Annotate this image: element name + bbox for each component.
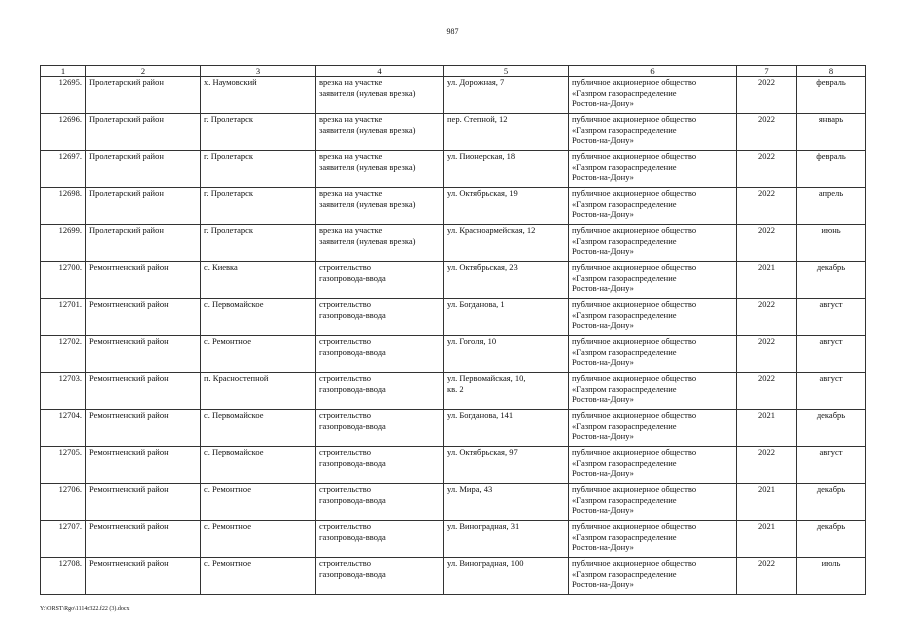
- locality-cell: г. Пролетарск: [201, 225, 316, 262]
- organization-cell: [569, 225, 737, 262]
- organization-cell-line: Ростов-на-Дону»: [572, 246, 634, 256]
- work-type-cell-line: врезка на участке: [319, 114, 383, 124]
- table-row: [41, 336, 866, 373]
- address-cell-line: ул. Красноармейская, 12: [447, 225, 536, 235]
- row-number: 12703.: [41, 373, 86, 410]
- month-cell: январь: [797, 114, 866, 151]
- year-cell: 2022: [737, 336, 797, 373]
- district-cell: Ремонтненский район: [86, 262, 201, 299]
- address-cell: [444, 299, 569, 336]
- table-row: [41, 262, 866, 299]
- work-type-cell-line: заявителя (нулевая врезка): [319, 124, 416, 135]
- month-cell: февраль: [797, 77, 866, 114]
- month-cell: апрель: [797, 188, 866, 225]
- year-cell: 2022: [737, 299, 797, 336]
- locality-cell: с. Ремонтное: [201, 336, 316, 373]
- work-type-cell-line: газопровода-ввода: [319, 420, 386, 431]
- address-cell-line: ул. Первомайская, 10,: [447, 373, 526, 383]
- column-number-1: 1: [41, 66, 86, 77]
- year-cell: 2022: [737, 447, 797, 484]
- table-row: [41, 447, 866, 484]
- organization-cell: [569, 114, 737, 151]
- work-type-cell: [316, 262, 444, 299]
- work-type-cell-line: врезка на участке: [319, 225, 383, 235]
- locality-cell: с. Киевка: [201, 262, 316, 299]
- year-cell: 2022: [737, 77, 797, 114]
- organization-cell: [569, 262, 737, 299]
- address-cell-line: ул. Богданова, 1: [447, 299, 505, 309]
- address-cell: [444, 484, 569, 521]
- row-number: 12697.: [41, 151, 86, 188]
- row-number: 12696.: [41, 114, 86, 151]
- organization-cell-line: публичное акционерное общество: [572, 77, 697, 87]
- district-cell: Ремонтненский район: [86, 373, 201, 410]
- column-number-3: 3: [201, 66, 316, 77]
- district-cell: Ремонтненский район: [86, 299, 201, 336]
- organization-cell-line: «Газпром газораспределение: [572, 235, 677, 246]
- year-cell: 2021: [737, 521, 797, 558]
- organization-cell-line: Ростов-на-Дону»: [572, 98, 634, 108]
- work-type-cell: [316, 336, 444, 373]
- work-type-cell-line: врезка на участке: [319, 77, 383, 87]
- row-number: 12708.: [41, 558, 86, 595]
- page-number: 987: [446, 27, 459, 36]
- work-type-cell: [316, 114, 444, 151]
- row-number: 12702.: [41, 336, 86, 373]
- table-row: [41, 77, 866, 114]
- work-type-cell-line: строительство: [319, 262, 371, 272]
- organization-cell-line: «Газпром газораспределение: [572, 198, 677, 209]
- work-type-cell-line: строительство: [319, 484, 371, 494]
- organization-cell: [569, 188, 737, 225]
- address-cell: [444, 410, 569, 447]
- address-cell: [444, 447, 569, 484]
- organization-cell: [569, 484, 737, 521]
- locality-cell: с. Ремонтное: [201, 558, 316, 595]
- month-cell: август: [797, 373, 866, 410]
- organization-cell-line: публичное акционерное общество: [572, 188, 697, 198]
- address-cell-line: ул. Дорожная, 7: [447, 77, 505, 87]
- organization-cell-line: «Газпром газораспределение: [572, 420, 677, 431]
- address-cell-line: пер. Степной, 12: [447, 114, 508, 124]
- work-type-cell: [316, 188, 444, 225]
- district-cell: Пролетарский район: [86, 77, 201, 114]
- district-cell: Пролетарский район: [86, 114, 201, 151]
- work-type-cell: [316, 151, 444, 188]
- address-cell: [444, 188, 569, 225]
- table-row: [41, 410, 866, 447]
- year-cell: 2021: [737, 262, 797, 299]
- organization-cell-line: публичное акционерное общество: [572, 521, 697, 531]
- organization-cell-line: публичное акционерное общество: [572, 410, 697, 420]
- address-cell-line: ул. Октябрьская, 19: [447, 188, 518, 198]
- month-cell: июль: [797, 558, 866, 595]
- locality-cell: с. Первомайское: [201, 299, 316, 336]
- month-cell: декабрь: [797, 521, 866, 558]
- organization-cell-line: публичное акционерное общество: [572, 336, 697, 346]
- column-number-4: 4: [316, 66, 444, 77]
- organization-cell-line: «Газпром газораспределение: [572, 346, 677, 357]
- organization-cell-line: «Газпром газораспределение: [572, 309, 677, 320]
- organization-cell-line: «Газпром газораспределение: [572, 494, 677, 505]
- organization-cell-line: Ростов-на-Дону»: [572, 431, 634, 441]
- month-cell: июнь: [797, 225, 866, 262]
- row-number: 12695.: [41, 77, 86, 114]
- organization-cell-line: публичное акционерное общество: [572, 151, 697, 161]
- month-cell: декабрь: [797, 484, 866, 521]
- year-cell: 2022: [737, 114, 797, 151]
- address-cell: [444, 114, 569, 151]
- district-cell: Ремонтненский район: [86, 447, 201, 484]
- locality-cell: г. Пролетарск: [201, 114, 316, 151]
- work-type-cell: [316, 521, 444, 558]
- work-type-cell-line: врезка на участке: [319, 188, 383, 198]
- work-type-cell-line: газопровода-ввода: [319, 272, 386, 283]
- organization-cell: [569, 410, 737, 447]
- table-row: [41, 521, 866, 558]
- organization-cell-line: публичное акционерное общество: [572, 262, 697, 272]
- organization-cell: [569, 336, 737, 373]
- work-type-cell: [316, 410, 444, 447]
- locality-cell: г. Пролетарск: [201, 188, 316, 225]
- year-cell: 2022: [737, 188, 797, 225]
- organization-cell: [569, 558, 737, 595]
- work-type-cell-line: газопровода-ввода: [319, 494, 386, 505]
- work-type-cell-line: заявителя (нулевая врезка): [319, 235, 416, 246]
- organization-cell-line: «Газпром газораспределение: [572, 87, 677, 98]
- organization-cell: [569, 447, 737, 484]
- address-cell: [444, 521, 569, 558]
- locality-cell: с. Ремонтное: [201, 521, 316, 558]
- organization-cell-line: «Газпром газораспределение: [572, 124, 677, 135]
- organization-cell-line: Ростов-на-Дону»: [572, 542, 634, 552]
- year-cell: 2021: [737, 484, 797, 521]
- address-cell-line: ул. Богданова, 141: [447, 410, 514, 420]
- work-type-cell: [316, 558, 444, 595]
- month-cell: декабрь: [797, 262, 866, 299]
- district-cell: Ремонтненский район: [86, 410, 201, 447]
- locality-cell: с. Первомайское: [201, 410, 316, 447]
- address-cell-line: ул. Октябрьская, 97: [447, 447, 518, 457]
- locality-cell: п. Красностепной: [201, 373, 316, 410]
- month-cell: август: [797, 299, 866, 336]
- address-cell: [444, 151, 569, 188]
- row-number: 12704.: [41, 410, 86, 447]
- file-path-footer: Y:\ORST\Rgo\1114r322.f22 (3).docx: [40, 606, 130, 612]
- address-cell-line: ул. Пионерская, 18: [447, 151, 516, 161]
- work-type-cell-line: газопровода-ввода: [319, 309, 386, 320]
- address-cell: [444, 558, 569, 595]
- work-type-cell: [316, 373, 444, 410]
- organization-cell-line: Ростов-на-Дону»: [572, 505, 634, 515]
- organization-cell-line: «Газпром газораспределение: [572, 272, 677, 283]
- work-type-cell-line: заявителя (нулевая врезка): [319, 161, 416, 172]
- work-type-cell-line: строительство: [319, 410, 371, 420]
- work-type-cell-line: газопровода-ввода: [319, 568, 386, 579]
- row-number: 12700.: [41, 262, 86, 299]
- organization-cell-line: публичное акционерное общество: [572, 373, 697, 383]
- column-number-2: 2: [86, 66, 201, 77]
- work-type-cell-line: заявителя (нулевая врезка): [319, 87, 416, 98]
- work-type-cell: [316, 225, 444, 262]
- organization-cell-line: Ростов-на-Дону»: [572, 172, 634, 182]
- table-row: [41, 114, 866, 151]
- table-row: [41, 151, 866, 188]
- table-body: [41, 77, 866, 595]
- address-cell-line: ул. Виноградная, 31: [447, 521, 520, 531]
- work-type-cell-line: строительство: [319, 373, 371, 383]
- address-cell: [444, 225, 569, 262]
- district-cell: Пролетарский район: [86, 225, 201, 262]
- address-cell: [444, 373, 569, 410]
- table-row: [41, 299, 866, 336]
- locality-cell: г. Пролетарск: [201, 151, 316, 188]
- organization-cell: [569, 373, 737, 410]
- district-cell: Пролетарский район: [86, 151, 201, 188]
- row-number: 12705.: [41, 447, 86, 484]
- address-cell-line: кв. 2: [447, 383, 464, 394]
- month-cell: август: [797, 336, 866, 373]
- organization-cell: [569, 77, 737, 114]
- organization-cell-line: публичное акционерное общество: [572, 447, 697, 457]
- year-cell: 2022: [737, 373, 797, 410]
- work-type-cell-line: строительство: [319, 299, 371, 309]
- work-type-cell-line: заявителя (нулевая врезка): [319, 198, 416, 209]
- locality-cell: с. Первомайское: [201, 447, 316, 484]
- organization-cell-line: Ростов-на-Дону»: [572, 468, 634, 478]
- organization-cell-line: Ростов-на-Дону»: [572, 135, 634, 145]
- table-row: [41, 188, 866, 225]
- organization-cell-line: публичное акционерное общество: [572, 484, 697, 494]
- table-row: [41, 373, 866, 410]
- month-cell: февраль: [797, 151, 866, 188]
- organization-cell-line: «Газпром газораспределение: [572, 531, 677, 542]
- locality-cell: х. Наумовский: [201, 77, 316, 114]
- work-type-cell-line: газопровода-ввода: [319, 531, 386, 542]
- address-cell: [444, 262, 569, 299]
- work-type-cell: [316, 299, 444, 336]
- organization-cell-line: публичное акционерное общество: [572, 558, 697, 568]
- address-cell: [444, 336, 569, 373]
- row-number: 12698.: [41, 188, 86, 225]
- month-cell: декабрь: [797, 410, 866, 447]
- row-number: 12699.: [41, 225, 86, 262]
- schedule-table: [40, 65, 866, 595]
- row-number: 12701.: [41, 299, 86, 336]
- district-cell: Ремонтненский район: [86, 521, 201, 558]
- organization-cell: [569, 151, 737, 188]
- organization-cell-line: Ростов-на-Дону»: [572, 283, 634, 293]
- organization-cell-line: публичное акционерное общество: [572, 114, 697, 124]
- organization-cell: [569, 521, 737, 558]
- table-row: [41, 558, 866, 595]
- work-type-cell-line: строительство: [319, 558, 371, 568]
- organization-cell-line: Ростов-на-Дону»: [572, 320, 634, 330]
- work-type-cell: [316, 447, 444, 484]
- organization-cell-line: «Газпром газораспределение: [572, 161, 677, 172]
- district-cell: Ремонтненский район: [86, 484, 201, 521]
- work-type-cell: [316, 484, 444, 521]
- work-type-cell-line: газопровода-ввода: [319, 346, 386, 357]
- work-type-cell-line: газопровода-ввода: [319, 457, 386, 468]
- organization-cell-line: Ростов-на-Дону»: [572, 209, 634, 219]
- year-cell: 2022: [737, 558, 797, 595]
- work-type-cell-line: газопровода-ввода: [319, 383, 386, 394]
- work-type-cell-line: врезка на участке: [319, 151, 383, 161]
- column-number-8: 8: [797, 66, 866, 77]
- organization-cell-line: «Газпром газораспределение: [572, 457, 677, 468]
- organization-cell-line: Ростов-на-Дону»: [572, 357, 634, 367]
- organization-cell-line: «Газпром газораспределение: [572, 383, 677, 394]
- address-cell: [444, 77, 569, 114]
- work-type-cell-line: строительство: [319, 447, 371, 457]
- work-type-cell: [316, 77, 444, 114]
- district-cell: Ремонтненский район: [86, 336, 201, 373]
- column-number-5: 5: [444, 66, 569, 77]
- organization-cell-line: публичное акционерное общество: [572, 299, 697, 309]
- organization-cell-line: публичное акционерное общество: [572, 225, 697, 235]
- address-cell-line: ул. Октябрьская, 23: [447, 262, 518, 272]
- table-row: [41, 225, 866, 262]
- year-cell: 2021: [737, 410, 797, 447]
- district-cell: Пролетарский район: [86, 188, 201, 225]
- organization-cell-line: «Газпром газораспределение: [572, 568, 677, 579]
- organization-cell: [569, 299, 737, 336]
- year-cell: 2022: [737, 151, 797, 188]
- table-row: [41, 484, 866, 521]
- row-number: 12707.: [41, 521, 86, 558]
- district-cell: Ремонтненский район: [86, 558, 201, 595]
- year-cell: 2022: [737, 225, 797, 262]
- locality-cell: с. Ремонтное: [201, 484, 316, 521]
- column-number-row: [41, 66, 866, 77]
- address-cell-line: ул. Мира, 43: [447, 484, 493, 494]
- work-type-cell-line: строительство: [319, 521, 371, 531]
- address-cell-line: ул. Виноградная, 100: [447, 558, 524, 568]
- organization-cell-line: Ростов-на-Дону»: [572, 394, 634, 404]
- row-number: 12706.: [41, 484, 86, 521]
- address-cell-line: ул. Гоголя, 10: [447, 336, 497, 346]
- month-cell: август: [797, 447, 866, 484]
- column-number-6: 6: [569, 66, 737, 77]
- column-number-7: 7: [737, 66, 797, 77]
- organization-cell-line: Ростов-на-Дону»: [572, 579, 634, 589]
- work-type-cell-line: строительство: [319, 336, 371, 346]
